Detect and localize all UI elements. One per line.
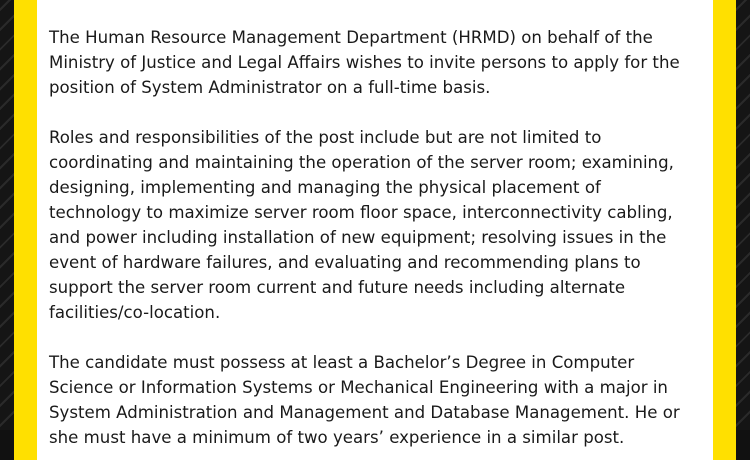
text-line: event of hardware failures, and evaluating and recommending plans to — [49, 253, 641, 272]
text-line: The candidate must possess at least a Bachelor’s Degree in Computer — [49, 353, 635, 372]
text-line: position of System Administrator on a full-time basis. — [49, 78, 491, 97]
right-border-pattern — [736, 0, 750, 430]
left-border-pattern — [0, 0, 14, 430]
text-line: The Human Resource Management Department (HRMD) on behalf of the — [49, 28, 653, 47]
text-line: technology to maximize server room floor space, interconnectivity cabling, — [49, 203, 673, 222]
text-line: and power including installation of new equipment; resolving issues in the — [49, 228, 667, 247]
notice-body — [49, 25, 709, 460]
notice-title — [37, 0, 713, 2]
text-line: support the server room current and future needs including alternate — [49, 278, 626, 297]
text-line: coordinating and maintaining the operation of the server room; examining, — [49, 153, 674, 172]
text-line: Science or Information Systems or Mechanical Engineering with a major in — [49, 378, 668, 397]
responsibilities-paragraph — [49, 125, 709, 325]
text-line: Roles and responsibilities of the post include but are not limited to — [49, 128, 602, 147]
text-line: designing, implementing and managing the physical placement of — [49, 178, 601, 197]
text-line: System Administration and Management and Database Management. He or — [49, 403, 680, 422]
text-line: facilities/co-location. — [49, 303, 221, 322]
intro-paragraph — [49, 25, 709, 100]
text-line: she must have a minimum of two years’ experience in a similar post. — [49, 428, 625, 447]
text-line: Ministry of Justice and Legal Affairs wishes to invite persons to apply for the — [49, 53, 680, 72]
vacancy-notice-card — [37, 0, 713, 460]
qualifications-paragraph — [49, 350, 709, 450]
